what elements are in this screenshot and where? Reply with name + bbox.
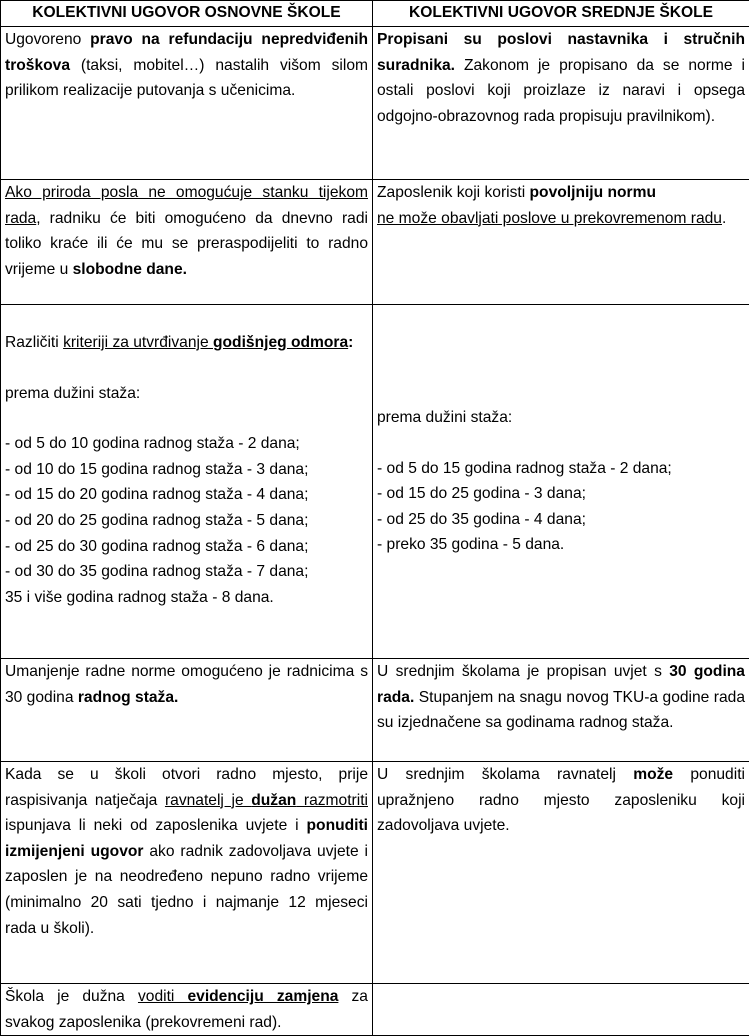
bold-text: radnog staža. bbox=[78, 689, 179, 706]
text: . bbox=[722, 210, 726, 227]
paragraph bbox=[377, 762, 745, 839]
header-row bbox=[1, 1, 749, 27]
underlined-text: Ako priroda posla ne omogućuje stanku tijekom rada bbox=[5, 184, 368, 227]
bold-text: pravo na refundaciju nepredviđenih troškova bbox=[5, 31, 368, 74]
underlined-bold-text: dužan bbox=[251, 792, 296, 809]
text: (taksi, mobitel…) nastalih višom silom prilikom realizacije putovanja s učenicima. bbox=[5, 57, 368, 100]
bold-text: 30 godina rada. bbox=[377, 663, 745, 706]
cell-vacancy-offer bbox=[373, 762, 749, 984]
bold-text: ponuditi izmijenjeni ugovor bbox=[5, 817, 368, 860]
table-row bbox=[1, 659, 749, 762]
bold-text: : bbox=[348, 334, 353, 351]
text: , radniku će biti omogućeno da dnevno radi toliko kraće ili će mu se preraspodijeliti to radno vrijeme u bbox=[5, 210, 368, 278]
table-row bbox=[1, 984, 749, 1036]
bold-text: slobodne dane. bbox=[73, 261, 187, 278]
text: Škola je dužna bbox=[5, 988, 138, 1005]
paragraph bbox=[377, 180, 745, 231]
table-row bbox=[1, 27, 749, 180]
cell-substitution-records bbox=[1, 984, 373, 1036]
subheading: prema dužini staža: bbox=[377, 405, 745, 431]
underlined-bold-text: evidenciju zamjena bbox=[187, 988, 338, 1005]
paragraph bbox=[5, 180, 368, 282]
list-item: - od 20 do 25 godina radnog staža - 5 dana; bbox=[5, 508, 368, 534]
cell-teacher-duties bbox=[373, 27, 749, 180]
text: Kada se u školi otvori radno mjesto, prije raspisivanja natječaja bbox=[5, 766, 368, 809]
text: U srednjim školama ravnatelj bbox=[377, 766, 633, 783]
text: Zaposlenik koji koristi bbox=[377, 184, 530, 201]
text: Ugovoreno bbox=[5, 31, 90, 48]
underlined-text: voditi bbox=[138, 988, 188, 1005]
text: Umanjenje radne norme omogućeno je radnicima s 30 godina bbox=[5, 663, 368, 706]
text: za svakog zaposlenika (prekovremeni rad). bbox=[5, 988, 368, 1031]
header-primary-school: KOLEKTIVNI UGOVOR OSNOVNE ŠKOLE bbox=[1, 1, 373, 27]
paragraph bbox=[5, 330, 368, 356]
paragraph bbox=[5, 27, 368, 104]
cell-job-vacancy bbox=[1, 762, 373, 984]
underlined-text: ravnatelj je bbox=[165, 792, 251, 809]
cell-favorable-norm bbox=[373, 180, 749, 305]
bold-text: može bbox=[633, 766, 673, 783]
list-item: - od 30 do 35 godina radnog staža - 7 dana; bbox=[5, 559, 368, 585]
cell-empty bbox=[373, 984, 749, 1036]
text: ispunjava li neki od zaposlenika uvjete i bbox=[5, 817, 307, 834]
list-item: - od 15 do 25 godina - 3 dana; bbox=[377, 481, 745, 507]
list-item: - od 15 do 20 godina radnog staža - 4 dana; bbox=[5, 482, 368, 508]
list-item: - od 25 do 30 godina radnog staža - 6 dana; bbox=[5, 534, 368, 560]
cell-years-of-work bbox=[373, 659, 749, 762]
underlined-text: ne može obavljati poslove u prekovremenom radu bbox=[377, 210, 722, 227]
text: Zakonom je propisano da se norme i ostali poslovi koji proizlaze iz naravi i opsega odgojno-obrazovnog rada propisuju pravilnikom). bbox=[377, 57, 745, 125]
cell-annual-leave-secondary bbox=[373, 305, 749, 659]
list-item: - od 5 do 15 godina radnog staža - 2 dana; bbox=[377, 456, 745, 482]
paragraph bbox=[5, 762, 368, 941]
list-item: - od 25 do 35 godina - 4 dana; bbox=[377, 507, 745, 533]
cell-annual-leave-criteria bbox=[1, 305, 373, 659]
table-row bbox=[1, 762, 749, 984]
underlined-bold-text: godišnjeg odmora bbox=[213, 334, 348, 351]
paragraph bbox=[5, 659, 368, 710]
bold-text: povoljniju normu bbox=[530, 184, 656, 201]
table-row bbox=[1, 305, 749, 659]
cell-work-break bbox=[1, 180, 373, 305]
list-item: 35 i više godina radnog staža - 8 dana. bbox=[5, 585, 368, 611]
header-secondary-school: KOLEKTIVNI UGOVOR SREDNJE ŠKOLE bbox=[373, 1, 749, 27]
subheading: prema dužini staža: bbox=[5, 381, 368, 407]
paragraph bbox=[377, 27, 745, 129]
cell-reduced-norm bbox=[1, 659, 373, 762]
bold-text: Propisani su poslovi nastavnika i stručnih suradnika. bbox=[377, 31, 745, 74]
list-item: - preko 35 godina - 5 dana. bbox=[377, 532, 745, 558]
text: ponuditi upražnjeno radno mjesto zaposleniku koji zadovoljava uvjete. bbox=[377, 766, 745, 834]
text: U srednjim školama je propisan uvjet s bbox=[377, 663, 669, 680]
table-row bbox=[1, 180, 749, 305]
text: Stupanjem na snagu novog TKU-a godine rada su izjednačene sa godinama radnog staža. bbox=[377, 689, 745, 732]
text: Različiti bbox=[5, 334, 63, 351]
text: ako radnik zadovoljava uvjete i zaposlen je na neodređeno nepuno radno vrijeme (minimalno 20 sati tjedno i najmanje 12 mjeseci rada u školi). bbox=[5, 843, 368, 937]
paragraph bbox=[5, 984, 368, 1035]
underlined-text: razmotriti bbox=[296, 792, 368, 809]
paragraph bbox=[377, 659, 745, 736]
list-item: - od 5 do 10 godina radnog staža - 2 dana; bbox=[5, 431, 368, 457]
cell-expense-refund bbox=[1, 27, 373, 180]
underlined-text: kriteriji za utvrđivanje bbox=[63, 334, 213, 351]
list-item: - od 10 do 15 godina radnog staža - 3 dana; bbox=[5, 457, 368, 483]
